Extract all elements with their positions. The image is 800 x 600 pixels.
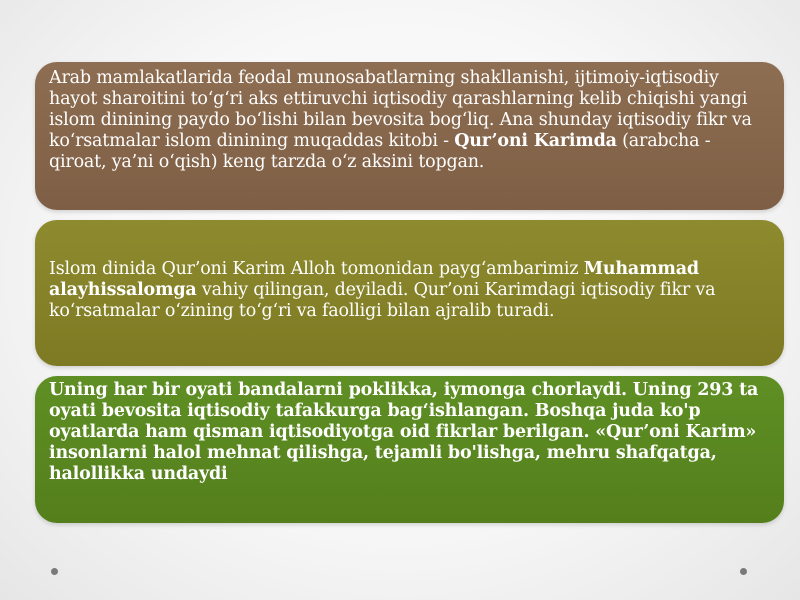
bullet-dot-left <box>51 568 58 575</box>
box2-bold-term: Muhammad alayhissalomga <box>49 258 699 300</box>
box1-text-end: (arabcha - qiroat, ya’ni o‘qish) keng tarzda o‘z aksini topgan. <box>49 131 711 172</box>
box2-text-start: Islom dinida Qur’oni Karim Alloh tomonidan payg‘ambarimiz <box>49 258 584 279</box>
box1-text-start: Arab mamlakatlarida feodal munosabatlarning shakllanishi, ijtimoiy-iqtisodiy hayot sharoitini to‘g‘ri aks ettiruvchi iqtisodiy qarashlarning kelib chiqishi yangi islom dinining paydo bo‘lishi bilan bevosita bog‘liq. Ana shunday iqtisodiy fikr va ko‘rsatmalar islom dinining muqaddas kitobi - <box>49 68 752 151</box>
text-box-feudal-relations <box>35 62 784 210</box>
text-box-verses <box>35 376 784 523</box>
text-box-quran-revelation <box>35 220 784 366</box>
box1-paragraph <box>49 68 770 173</box>
box2-paragraph <box>49 259 770 322</box>
bullet-dot-right <box>740 568 747 575</box>
box1-bold-term: Qur’oni Karimda <box>454 131 617 151</box>
box3-paragraph: Uning har bir oyati bandalarni poklikka, iymonga chorlaydi. Uning 293 ta oyati bevosita iqtisodiy tafakkurga bag‘ishlangan. Boshqa juda ko'p oyatlarda ham qisman iqtisodiyotga oid fikrlar berilgan. «Qur’oni Karim» insonlarni halol mehnat qilishga, tejamli bo'lishga, mehru shafqatga, halollikka undaydi <box>49 380 759 484</box>
box2-text-end: vahiy qilingan, deyiladi. Qur’oni Karimdagi iqtisodiy fikr va ko‘rsatmalar o‘zining to‘g‘ri va faolligi bilan ajralib turadi. <box>49 279 716 321</box>
